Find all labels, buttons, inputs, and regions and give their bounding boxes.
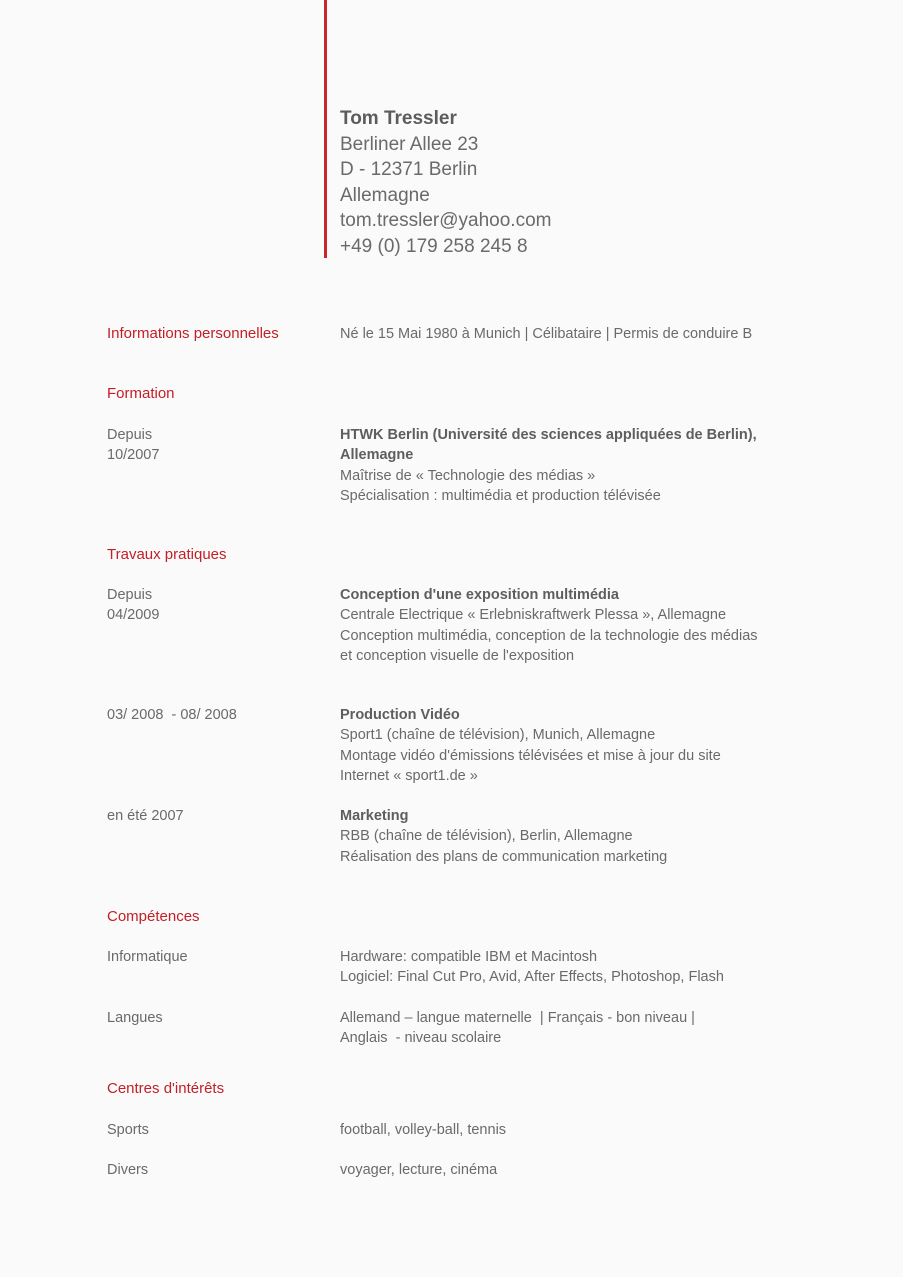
date-line: en été 2007 <box>107 808 184 824</box>
phone: +49 (0) 179 258 245 8 <box>340 235 528 257</box>
entry-content <box>340 585 820 666</box>
date-line: 10/2007 <box>107 447 160 464</box>
street-address: Berliner Allee 23 <box>340 133 479 155</box>
section-title-interets: Centres d'intérêts <box>107 1080 225 1097</box>
skill-content <box>340 1008 820 1049</box>
entry-line: Réalisation des plans de communication marketing <box>340 848 668 865</box>
skill-line: Allemand – langue maternelle | Français - bon niveau | <box>340 1010 695 1026</box>
entry-line: Montage vidéo d'émissions télévisées et mise à jour du site <box>340 747 721 764</box>
section-title-personal: Informations personnelles <box>107 325 279 342</box>
contact-header <box>340 106 551 260</box>
interest-text: voyager, lecture, cinéma <box>340 1162 498 1178</box>
city: D - 12371 Berlin <box>340 159 478 181</box>
skill-label: Informatique <box>107 949 188 965</box>
skill-label: Langues <box>107 1010 163 1026</box>
date-line: Depuis <box>107 427 153 443</box>
entry-date <box>107 705 332 725</box>
country: Allemagne <box>340 184 430 206</box>
date-line: 04/2009 <box>107 607 160 624</box>
entry-line: Sport1 (chaîne de télévision), Munich, Allemagne <box>340 727 656 744</box>
date-line: Depuis <box>107 587 153 603</box>
entry-date <box>107 585 332 626</box>
skill-line: Anglais - niveau scolaire <box>340 1030 502 1047</box>
date-line: 03/ 2008 - 08/ 2008 <box>107 707 237 723</box>
candidate-name: Tom Tressler <box>340 108 457 129</box>
entry-line: Spécialisation : multimédia et production télévisée <box>340 487 661 504</box>
entry-line: Internet « sport1.de » <box>340 767 478 784</box>
section-title-competences: Compétences <box>107 908 200 925</box>
interest-text: football, volley-ball, tennis <box>340 1122 507 1138</box>
section-title-formation: Formation <box>107 385 175 402</box>
section-title-travaux: Travaux pratiques <box>107 546 227 563</box>
entry-title: Conception d'une exposition multimédia <box>340 587 619 603</box>
interest-label: Sports <box>107 1122 149 1138</box>
skill-line: Logiciel: Final Cut Pro, Avid, After Effects, Photoshop, Flash <box>340 969 724 986</box>
entry-line: Conception multimédia, conception de la technologie des médias <box>340 627 758 644</box>
entry-line: et conception visuelle de l'exposition <box>340 647 575 664</box>
entry-line: Maîtrise de « Technologie des médias » <box>340 467 596 484</box>
entry-content <box>340 806 820 867</box>
accent-bar <box>324 0 327 258</box>
entry-line: Centrale Electrique « Erlebniskraftwerk Plessa », Allemagne <box>340 607 727 624</box>
interest-label: Divers <box>107 1162 149 1178</box>
entry-date <box>107 425 332 466</box>
entry-title: HTWK Berlin (Université des sciences appliquées de Berlin), Allemagne <box>340 427 757 464</box>
entry-content <box>340 705 820 786</box>
entry-line: RBB (chaîne de télévision), Berlin, Allemagne <box>340 828 633 845</box>
entry-title: Marketing <box>340 808 409 824</box>
skill-content <box>340 947 820 988</box>
skill-line: Hardware: compatible IBM et Macintosh <box>340 949 598 965</box>
entry-content <box>340 425 820 506</box>
personal-info-text: Né le 15 Mai 1980 à Munich | Célibataire | Permis de conduire B <box>340 326 753 342</box>
email[interactable]: tom.tressler@yahoo.com <box>340 210 552 232</box>
entry-title: Production Vidéo <box>340 707 460 723</box>
entry-date <box>107 806 332 826</box>
